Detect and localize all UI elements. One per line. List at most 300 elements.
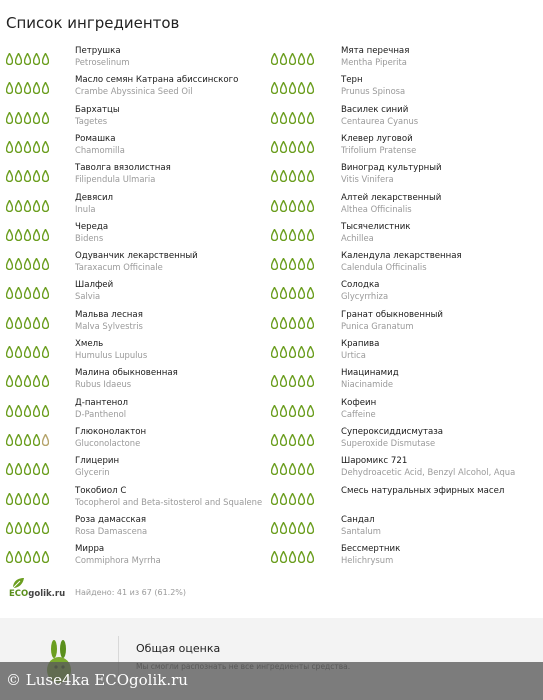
drop-icon xyxy=(289,493,296,505)
drop-icon xyxy=(33,551,40,563)
page-title: Список ингредиентов xyxy=(6,14,180,32)
drop-icon xyxy=(307,200,314,212)
safety-rating xyxy=(6,434,49,446)
drop-icon xyxy=(280,258,287,270)
ingredient-latin-name: Caffeine xyxy=(341,408,376,419)
drop-icon xyxy=(42,287,49,299)
drop-icon xyxy=(307,434,314,446)
ingredient-name[interactable]: Токобиол С xyxy=(75,485,127,496)
safety-rating xyxy=(271,141,314,153)
drop-icon xyxy=(307,258,314,270)
drop-icon xyxy=(15,346,22,358)
ingredient-latin-name: Rubus Idaeus xyxy=(75,379,132,390)
ingredient-name[interactable]: Масло семян Катрана абиссинского xyxy=(75,75,239,86)
ingredient-item[interactable] xyxy=(271,368,543,396)
drop-icon xyxy=(24,229,31,241)
drop-icon xyxy=(24,434,31,446)
safety-rating xyxy=(271,375,314,387)
ingredient-name[interactable]: Ромашка xyxy=(75,133,116,144)
ingredient-item[interactable] xyxy=(6,456,271,484)
ingredient-item[interactable] xyxy=(6,222,271,250)
drop-icon xyxy=(6,170,13,182)
drop-icon xyxy=(24,346,31,358)
drop-icon xyxy=(15,53,22,65)
drop-icon xyxy=(280,493,287,505)
ingredient-name[interactable]: Мята перечная xyxy=(341,46,410,56)
drop-icon xyxy=(6,82,13,94)
ingredient-latin-name: Filipendula Ulmaria xyxy=(75,174,156,185)
ingredient-name[interactable]: Череда xyxy=(75,221,109,232)
drop-icon xyxy=(280,551,287,563)
safety-rating xyxy=(6,522,49,534)
ingredient-latin-name: Salvia xyxy=(75,291,101,302)
drop-icon xyxy=(280,317,287,329)
drop-icon xyxy=(6,405,13,417)
drop-icon xyxy=(280,141,287,153)
ingredient-row xyxy=(6,280,543,308)
drop-icon xyxy=(15,434,22,446)
ingredient-item[interactable] xyxy=(271,193,543,221)
ingredient-latin-name: Urtica xyxy=(341,350,366,360)
drop-icon xyxy=(298,317,305,329)
ingredient-name[interactable]: Хмель xyxy=(75,339,104,349)
safety-rating xyxy=(271,346,314,358)
drop-icon xyxy=(298,405,305,417)
ingredient-item[interactable] xyxy=(6,163,271,191)
ecogolik-logo[interactable] xyxy=(9,577,67,605)
drop-icon xyxy=(298,463,305,475)
drop-icon xyxy=(271,287,278,299)
drop-icon xyxy=(298,112,305,124)
drop-icon xyxy=(271,82,278,94)
ingredient-latin-name: Tocopherol and Beta-sitosterol and Squalene xyxy=(75,496,263,507)
watermark-bar xyxy=(0,662,543,700)
safety-rating xyxy=(6,375,49,387)
safety-rating xyxy=(6,200,49,212)
safety-rating xyxy=(271,434,314,446)
drop-icon xyxy=(280,200,287,212)
drop-icon xyxy=(33,522,40,534)
drop-icon xyxy=(298,53,305,65)
drop-icon xyxy=(289,287,296,299)
ingredient-item[interactable] xyxy=(6,193,271,221)
drop-icon xyxy=(42,82,49,94)
drop-icon xyxy=(298,82,305,94)
ingredient-item[interactable] xyxy=(6,251,271,279)
ingredient-name[interactable]: Малина обыкновенная xyxy=(75,368,178,379)
drop-icon xyxy=(24,112,31,124)
drop-icon xyxy=(33,434,40,446)
drop-icon xyxy=(280,346,287,358)
ingredient-item[interactable] xyxy=(271,280,543,308)
ingredient-name[interactable]: Одуванчик лекарственный xyxy=(75,251,198,262)
safety-rating xyxy=(6,493,49,505)
safety-rating xyxy=(271,258,314,270)
ingredient-name[interactable]: Ниацинамид xyxy=(341,368,399,379)
drop-icon xyxy=(298,287,305,299)
drop-icon xyxy=(42,141,49,153)
ingredient-name[interactable]: Терн xyxy=(341,75,363,86)
drop-icon xyxy=(42,434,49,446)
drop-icon xyxy=(6,493,13,505)
leaf-icon xyxy=(11,577,25,589)
safety-rating xyxy=(271,522,314,534)
ingredient-row xyxy=(6,193,543,221)
ingredient-row xyxy=(6,222,543,250)
drop-icon xyxy=(271,522,278,534)
ingredient-item[interactable] xyxy=(6,134,271,162)
ingredient-name[interactable]: Тысячелистник xyxy=(341,221,411,232)
drop-icon xyxy=(42,522,49,534)
ingredient-latin-name: Centaurea Cyanus xyxy=(341,115,419,126)
ingredient-item[interactable] xyxy=(6,368,271,396)
ingredient-item[interactable] xyxy=(271,515,543,543)
ingredient-item[interactable] xyxy=(6,544,271,572)
ingredient-item[interactable] xyxy=(6,339,271,367)
drop-icon xyxy=(289,463,296,475)
drop-icon xyxy=(33,170,40,182)
drop-icon xyxy=(298,346,305,358)
drop-icon xyxy=(271,551,278,563)
drop-icon xyxy=(289,53,296,65)
ingredient-item[interactable] xyxy=(271,339,543,367)
safety-rating xyxy=(6,229,49,241)
ingredient-item[interactable] xyxy=(6,427,271,455)
ingredient-name[interactable]: Бархатцы xyxy=(75,104,120,115)
drop-icon xyxy=(271,463,278,475)
ingredient-latin-name: Tagetes xyxy=(75,115,108,126)
ingredient-name[interactable]: Кофеин xyxy=(341,397,377,408)
ingredient-item[interactable] xyxy=(6,105,271,133)
ingredient-name[interactable]: Алтей лекарственный xyxy=(341,192,442,203)
drop-icon xyxy=(42,53,49,65)
drop-icon xyxy=(280,112,287,124)
ingredient-name[interactable]: Петрушка xyxy=(75,46,121,56)
ingredient-name[interactable]: Роза дамасская xyxy=(75,514,147,525)
drop-icon xyxy=(24,551,31,563)
drop-icon xyxy=(6,551,13,563)
safety-rating xyxy=(271,551,314,563)
drop-icon xyxy=(307,170,314,182)
drop-icon xyxy=(271,53,278,65)
drop-icon xyxy=(289,170,296,182)
ingredient-latin-name: Taraxacum Officinale xyxy=(75,262,163,273)
ingredient-latin-name: Commiphora Myrrha xyxy=(75,555,161,566)
drop-icon xyxy=(289,551,296,563)
ingredient-row xyxy=(6,75,543,103)
ingredient-latin-name: Malva Sylvestris xyxy=(75,320,143,331)
drop-icon xyxy=(42,551,49,563)
safety-rating xyxy=(6,258,49,270)
drop-icon xyxy=(289,317,296,329)
drop-icon xyxy=(15,405,22,417)
ingredient-name[interactable]: Шаромикс 721 xyxy=(341,456,408,467)
ingredient-item[interactable] xyxy=(271,75,543,103)
safety-rating xyxy=(6,551,49,563)
drop-icon xyxy=(15,112,22,124)
drop-icon xyxy=(307,229,314,241)
ingredient-latin-name: Chamomilla xyxy=(75,144,125,155)
ingredient-latin-name: Bidens xyxy=(75,232,104,243)
ingredient-name[interactable]: Шалфей xyxy=(75,280,114,291)
drop-icon xyxy=(298,200,305,212)
drop-icon xyxy=(271,258,278,270)
drop-icon xyxy=(33,141,40,153)
drop-icon xyxy=(289,82,296,94)
ingredient-name[interactable]: Солодка xyxy=(341,280,380,291)
drop-icon xyxy=(280,405,287,417)
drop-icon xyxy=(6,346,13,358)
ingredient-latin-name: Vitis Vinifera xyxy=(341,174,394,185)
drop-icon xyxy=(271,375,278,387)
drop-icon xyxy=(15,200,22,212)
drop-icon xyxy=(42,346,49,358)
drop-icon xyxy=(24,287,31,299)
drop-icon xyxy=(24,493,31,505)
drop-icon xyxy=(280,375,287,387)
drop-icon xyxy=(307,141,314,153)
ingredient-latin-name: Superoxide Dismutase xyxy=(341,437,436,448)
ingredient-row xyxy=(6,339,543,367)
drop-icon xyxy=(15,493,22,505)
drop-icon xyxy=(307,317,314,329)
drop-icon xyxy=(42,258,49,270)
ingredient-row xyxy=(6,427,543,455)
drop-icon xyxy=(15,375,22,387)
drop-icon xyxy=(271,434,278,446)
ingredient-latin-name: Calendula Officinalis xyxy=(341,262,427,273)
ingredient-name[interactable]: Д-пантенол xyxy=(75,397,128,408)
ingredient-latin-name: Rosa Damascena xyxy=(75,525,148,536)
ingredient-item[interactable] xyxy=(6,310,271,338)
ingredient-row xyxy=(6,134,543,162)
drop-icon xyxy=(42,170,49,182)
safety-rating xyxy=(6,346,49,358)
ingredient-latin-name: Althea Officinalis xyxy=(341,203,412,214)
drop-icon xyxy=(33,493,40,505)
drop-icon xyxy=(280,287,287,299)
drop-icon xyxy=(307,522,314,534)
ingredient-item[interactable] xyxy=(271,46,543,74)
drop-icon xyxy=(33,82,40,94)
drop-icon xyxy=(307,375,314,387)
drop-icon xyxy=(307,287,314,299)
ingredient-item[interactable] xyxy=(271,310,543,338)
drop-icon xyxy=(33,229,40,241)
safety-rating xyxy=(271,493,314,505)
drop-icon xyxy=(289,522,296,534)
drop-icon xyxy=(24,82,31,94)
drop-icon xyxy=(307,346,314,358)
ingredient-name[interactable]: Смесь натуральных эфирных масел xyxy=(341,485,505,496)
ingredient-latin-name: Achillea xyxy=(341,232,374,243)
drop-icon xyxy=(298,170,305,182)
drop-icon xyxy=(6,375,13,387)
ingredient-name[interactable]: Василек синий xyxy=(341,104,409,115)
ingredient-latin-name: Crambe Abyssinica Seed Oil xyxy=(75,86,193,97)
drop-icon xyxy=(24,170,31,182)
drop-icon xyxy=(24,141,31,153)
ingredient-name[interactable]: Бессмертник xyxy=(341,544,401,555)
drop-icon xyxy=(24,375,31,387)
ingredient-latin-name: Petroselinum xyxy=(75,57,130,67)
drop-icon xyxy=(6,287,13,299)
ingredient-row xyxy=(6,251,543,279)
ingredient-item[interactable] xyxy=(6,515,271,543)
ingredient-name[interactable]: Сандал xyxy=(341,514,375,525)
drop-icon xyxy=(6,200,13,212)
ingredient-item[interactable] xyxy=(6,280,271,308)
ingredient-row xyxy=(6,456,543,484)
drop-icon xyxy=(271,405,278,417)
safety-rating xyxy=(271,229,314,241)
ingredient-item[interactable] xyxy=(271,544,543,572)
ingredient-row xyxy=(6,486,543,514)
ingredient-latin-name: Prunus Spinosa xyxy=(341,86,406,97)
safety-rating xyxy=(271,317,314,329)
ingredient-latin-name: Mentha Piperita xyxy=(341,57,407,67)
ingredient-item[interactable] xyxy=(271,427,543,455)
drop-icon xyxy=(42,200,49,212)
drop-icon xyxy=(33,346,40,358)
drop-icon xyxy=(298,141,305,153)
ingredient-name[interactable]: Супероксиддисмутаза xyxy=(341,426,444,437)
ingredient-latin-name: Inula xyxy=(75,203,96,214)
ingredient-latin-name: Helichrysum xyxy=(341,555,394,566)
safety-rating xyxy=(271,112,314,124)
drop-icon xyxy=(42,405,49,417)
drop-icon xyxy=(15,287,22,299)
ingredient-name[interactable]: Глюконолактон xyxy=(75,426,147,437)
drop-icon xyxy=(307,112,314,124)
drop-icon xyxy=(33,463,40,475)
safety-rating xyxy=(271,200,314,212)
ingredient-item[interactable] xyxy=(6,75,271,103)
drop-icon xyxy=(307,463,314,475)
drop-icon xyxy=(307,82,314,94)
watermark-text: © Luse4ka ECOgolik.ru xyxy=(6,671,188,689)
drop-icon xyxy=(289,258,296,270)
ingredient-name[interactable]: Календула лекарственная xyxy=(341,251,462,262)
drop-icon xyxy=(15,522,22,534)
drop-icon xyxy=(33,200,40,212)
ingredient-name[interactable]: Гранат обыкновенный xyxy=(341,309,443,320)
ingredient-item[interactable] xyxy=(271,163,543,191)
drop-icon xyxy=(6,258,13,270)
drop-icon xyxy=(42,229,49,241)
drop-icon xyxy=(280,82,287,94)
ingredient-latin-name: Trifolium Pratense xyxy=(341,144,417,155)
drop-icon xyxy=(15,141,22,153)
drop-icon xyxy=(33,53,40,65)
ingredient-name[interactable]: Глицерин xyxy=(75,456,120,467)
drop-icon xyxy=(15,82,22,94)
drop-icon xyxy=(24,200,31,212)
safety-rating xyxy=(271,170,314,182)
drop-icon xyxy=(298,229,305,241)
ingredient-item[interactable] xyxy=(6,398,271,426)
safety-rating xyxy=(271,405,314,417)
drop-icon xyxy=(289,112,296,124)
drop-icon xyxy=(6,463,13,475)
ingredient-name[interactable]: Крапива xyxy=(341,339,380,349)
ingredient-item[interactable] xyxy=(271,486,543,514)
ingredient-item[interactable] xyxy=(271,134,543,162)
drop-icon xyxy=(298,522,305,534)
drop-icon xyxy=(280,522,287,534)
drop-icon xyxy=(42,375,49,387)
ingredient-latin-name: Glycerin xyxy=(75,467,110,478)
ingredient-item[interactable] xyxy=(271,222,543,250)
drop-icon xyxy=(42,112,49,124)
drop-icon xyxy=(6,53,13,65)
safety-rating xyxy=(271,53,314,65)
drop-icon xyxy=(15,317,22,329)
ingredient-name[interactable]: Мирра xyxy=(75,544,105,555)
drop-icon xyxy=(33,258,40,270)
safety-rating xyxy=(271,287,314,299)
ingredient-name[interactable]: Девясил xyxy=(75,192,114,203)
ingredient-item[interactable] xyxy=(6,46,271,74)
ingredient-latin-name: Punica Granatum xyxy=(341,320,414,331)
safety-rating xyxy=(6,53,49,65)
drop-icon xyxy=(24,53,31,65)
drop-icon xyxy=(6,112,13,124)
drop-icon xyxy=(289,229,296,241)
safety-rating xyxy=(6,287,49,299)
drop-icon xyxy=(24,258,31,270)
ingredient-item[interactable] xyxy=(6,486,271,514)
ingredient-row xyxy=(6,368,543,396)
drop-icon xyxy=(298,258,305,270)
ingredient-item[interactable] xyxy=(271,105,543,133)
ingredient-name[interactable]: Клевер луговой xyxy=(341,133,413,144)
drop-icon xyxy=(15,258,22,270)
drop-icon xyxy=(289,200,296,212)
drop-icon xyxy=(307,405,314,417)
ingredient-name[interactable]: Виноград культурный xyxy=(341,163,442,174)
drop-icon xyxy=(24,522,31,534)
drop-icon xyxy=(280,463,287,475)
safety-rating xyxy=(6,405,49,417)
safety-rating xyxy=(271,463,314,475)
ingredient-item[interactable] xyxy=(271,251,543,279)
ingredient-row xyxy=(6,310,543,338)
drop-icon xyxy=(15,170,22,182)
safety-rating xyxy=(6,141,49,153)
drop-icon xyxy=(271,346,278,358)
ingredient-name[interactable]: Таволга вязолистная xyxy=(75,163,171,174)
ingredient-row xyxy=(6,163,543,191)
safety-rating xyxy=(6,463,49,475)
safety-rating xyxy=(6,82,49,94)
logo-golik: golik.ru xyxy=(28,589,66,599)
drop-icon xyxy=(33,287,40,299)
drop-icon xyxy=(24,463,31,475)
drop-icon xyxy=(6,522,13,534)
ingredient-latin-name: Niacinamide xyxy=(341,379,394,390)
ingredient-item[interactable] xyxy=(271,456,543,484)
ingredient-item[interactable] xyxy=(271,398,543,426)
logo-eco: ECO xyxy=(9,589,29,599)
ingredient-row xyxy=(6,515,543,543)
drop-icon xyxy=(289,346,296,358)
drop-icon xyxy=(280,434,287,446)
drop-icon xyxy=(289,141,296,153)
ingredient-name[interactable]: Мальва лесная xyxy=(75,309,143,320)
drop-icon xyxy=(33,112,40,124)
drop-icon xyxy=(289,375,296,387)
